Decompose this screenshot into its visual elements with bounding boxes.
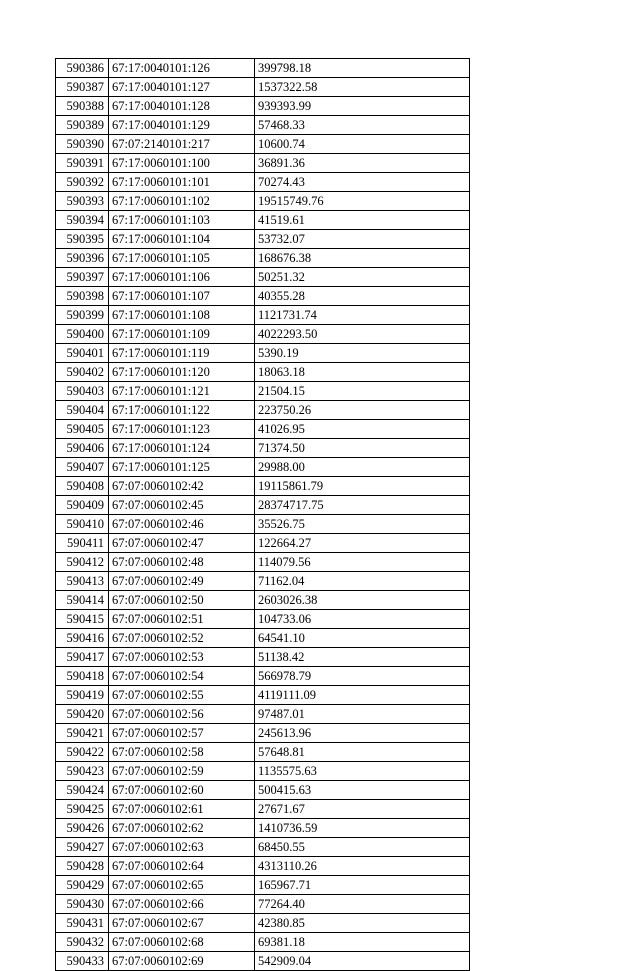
- table-row: [56, 610, 470, 629]
- cadastral-value-cell: 27671.67: [255, 800, 470, 819]
- table-row: [56, 895, 470, 914]
- row-number-cell: 590405: [56, 420, 109, 439]
- row-number-cell: 590408: [56, 477, 109, 496]
- row-number-cell: 590426: [56, 819, 109, 838]
- cadastral-number-cell: 67:07:0060102:68: [109, 933, 255, 952]
- row-number-cell: 590413: [56, 572, 109, 591]
- cadastral-number-cell: 67:07:0060102:47: [109, 534, 255, 553]
- cadastral-value-cell: 41519.61: [255, 211, 470, 230]
- cadastral-number-cell: 67:17:0060101:124: [109, 439, 255, 458]
- cadastral-value-cell: 19515749.76: [255, 192, 470, 211]
- table-row: [56, 667, 470, 686]
- row-number-cell: 590400: [56, 325, 109, 344]
- cadastral-value-cell: 41026.95: [255, 420, 470, 439]
- cadastral-value-cell: 1537322.58: [255, 78, 470, 97]
- table-row: [56, 116, 470, 135]
- row-number-cell: 590414: [56, 591, 109, 610]
- row-number-cell: 590406: [56, 439, 109, 458]
- row-number-cell: 590412: [56, 553, 109, 572]
- row-number-cell: 590423: [56, 762, 109, 781]
- table-row: [56, 458, 470, 477]
- cadastral-value-cell: 223750.26: [255, 401, 470, 420]
- table-row: [56, 705, 470, 724]
- row-number-cell: 590391: [56, 154, 109, 173]
- table-row: [56, 819, 470, 838]
- cadastral-value-cell: 36891.36: [255, 154, 470, 173]
- cadastral-number-cell: 67:07:0060102:64: [109, 857, 255, 876]
- row-number-cell: 590430: [56, 895, 109, 914]
- row-number-cell: 590410: [56, 515, 109, 534]
- table-row: [56, 477, 470, 496]
- cadastral-value-cell: 35526.75: [255, 515, 470, 534]
- table-row: [56, 306, 470, 325]
- table-row: [56, 420, 470, 439]
- table-row: [56, 173, 470, 192]
- table-row: [56, 857, 470, 876]
- table-row: [56, 363, 470, 382]
- row-number-cell: 590392: [56, 173, 109, 192]
- cadastral-value-cell: 77264.40: [255, 895, 470, 914]
- cadastral-value-cell: 42380.85: [255, 914, 470, 933]
- cadastral-value-cell: 19115861.79: [255, 477, 470, 496]
- cadastral-number-cell: 67:17:0060101:105: [109, 249, 255, 268]
- cadastral-number-cell: 67:17:0060101:108: [109, 306, 255, 325]
- cadastral-value-cell: 50251.32: [255, 268, 470, 287]
- cadastral-number-cell: 67:07:0060102:52: [109, 629, 255, 648]
- cadastral-value-cell: 68450.55: [255, 838, 470, 857]
- row-number-cell: 590401: [56, 344, 109, 363]
- table-row: [56, 287, 470, 306]
- cadastral-value-cell: 57468.33: [255, 116, 470, 135]
- cadastral-value-cell: 1121731.74: [255, 306, 470, 325]
- cadastral-value-cell: 245613.96: [255, 724, 470, 743]
- cadastre-value-table: [55, 58, 470, 971]
- cadastral-number-cell: 67:17:0040101:128: [109, 97, 255, 116]
- cadastral-value-cell: 4119111.09: [255, 686, 470, 705]
- cadastral-number-cell: 67:07:0060102:59: [109, 762, 255, 781]
- cadastral-value-cell: 399798.18: [255, 59, 470, 78]
- table-row: [56, 629, 470, 648]
- row-number-cell: 590421: [56, 724, 109, 743]
- table-row: [56, 268, 470, 287]
- cadastral-number-cell: 67:07:2140101:217: [109, 135, 255, 154]
- row-number-cell: 590396: [56, 249, 109, 268]
- cadastral-number-cell: 67:07:0060102:51: [109, 610, 255, 629]
- row-number-cell: 590411: [56, 534, 109, 553]
- cadastral-number-cell: 67:07:0060102:62: [109, 819, 255, 838]
- cadastral-number-cell: 67:17:0060101:100: [109, 154, 255, 173]
- row-number-cell: 590393: [56, 192, 109, 211]
- cadastral-value-cell: 28374717.75: [255, 496, 470, 515]
- row-number-cell: 590399: [56, 306, 109, 325]
- row-number-cell: 590409: [56, 496, 109, 515]
- cadastral-value-cell: 1410736.59: [255, 819, 470, 838]
- row-number-cell: 590389: [56, 116, 109, 135]
- cadastral-value-cell: 10600.74: [255, 135, 470, 154]
- cadastral-number-cell: 67:07:0060102:69: [109, 952, 255, 971]
- table-row: [56, 838, 470, 857]
- cadastral-number-cell: 67:17:0060101:103: [109, 211, 255, 230]
- table-row: [56, 496, 470, 515]
- cadastral-value-cell: 104733.06: [255, 610, 470, 629]
- row-number-cell: 590390: [56, 135, 109, 154]
- cadastral-value-cell: 71374.50: [255, 439, 470, 458]
- cadastral-number-cell: 67:17:0060101:106: [109, 268, 255, 287]
- row-number-cell: 590394: [56, 211, 109, 230]
- cadastral-number-cell: 67:07:0060102:60: [109, 781, 255, 800]
- table-row: [56, 781, 470, 800]
- cadastral-number-cell: 67:07:0060102:66: [109, 895, 255, 914]
- table-row: [56, 743, 470, 762]
- row-number-cell: 590429: [56, 876, 109, 895]
- table-row: [56, 97, 470, 116]
- table-row: [56, 572, 470, 591]
- table-row: [56, 154, 470, 173]
- cadastral-value-cell: 29988.00: [255, 458, 470, 477]
- cadastral-number-cell: 67:17:0060101:102: [109, 192, 255, 211]
- cadastral-number-cell: 67:17:0040101:127: [109, 78, 255, 97]
- row-number-cell: 590417: [56, 648, 109, 667]
- cadastral-number-cell: 67:17:0060101:121: [109, 382, 255, 401]
- table-row: [56, 325, 470, 344]
- table-row: [56, 686, 470, 705]
- cadastral-value-cell: 69381.18: [255, 933, 470, 952]
- table-row: [56, 135, 470, 154]
- cadastral-value-cell: 18063.18: [255, 363, 470, 382]
- row-number-cell: 590395: [56, 230, 109, 249]
- table-row: [56, 401, 470, 420]
- cadastral-number-cell: 67:07:0060102:56: [109, 705, 255, 724]
- table-body: [56, 59, 470, 971]
- row-number-cell: 590424: [56, 781, 109, 800]
- cadastral-number-cell: 67:07:0060102:49: [109, 572, 255, 591]
- cadastral-value-cell: 40355.28: [255, 287, 470, 306]
- cadastral-value-cell: 168676.38: [255, 249, 470, 268]
- cadastral-number-cell: 67:07:0060102:42: [109, 477, 255, 496]
- cadastral-value-cell: 500415.63: [255, 781, 470, 800]
- table-row: [56, 952, 470, 971]
- cadastral-value-cell: 21504.15: [255, 382, 470, 401]
- cadastral-number-cell: 67:07:0060102:48: [109, 553, 255, 572]
- row-number-cell: 590388: [56, 97, 109, 116]
- table-row: [56, 648, 470, 667]
- cadastral-value-cell: 4313110.26: [255, 857, 470, 876]
- row-number-cell: 590419: [56, 686, 109, 705]
- row-number-cell: 590431: [56, 914, 109, 933]
- row-number-cell: 590403: [56, 382, 109, 401]
- row-number-cell: 590397: [56, 268, 109, 287]
- cadastral-number-cell: 67:07:0060102:57: [109, 724, 255, 743]
- cadastral-number-cell: 67:17:0060101:122: [109, 401, 255, 420]
- cadastral-number-cell: 67:17:0060101:119: [109, 344, 255, 363]
- row-number-cell: 590407: [56, 458, 109, 477]
- cadastral-value-cell: 566978.79: [255, 667, 470, 686]
- table-row: [56, 591, 470, 610]
- cadastral-value-cell: 53732.07: [255, 230, 470, 249]
- cadastral-value-cell: 2603026.38: [255, 591, 470, 610]
- cadastral-number-cell: 67:17:0040101:126: [109, 59, 255, 78]
- cadastral-number-cell: 67:07:0060102:63: [109, 838, 255, 857]
- cadastral-number-cell: 67:17:0060101:104: [109, 230, 255, 249]
- table-row: [56, 724, 470, 743]
- row-number-cell: 590387: [56, 78, 109, 97]
- table-row: [56, 230, 470, 249]
- cadastral-value-cell: 114079.56: [255, 553, 470, 572]
- cadastral-value-cell: 122664.27: [255, 534, 470, 553]
- cadastral-number-cell: 67:07:0060102:45: [109, 496, 255, 515]
- table-row: [56, 249, 470, 268]
- table-row: [56, 800, 470, 819]
- cadastral-value-cell: 57648.81: [255, 743, 470, 762]
- cadastral-value-cell: 939393.99: [255, 97, 470, 116]
- cadastral-value-cell: 542909.04: [255, 952, 470, 971]
- table-row: [56, 211, 470, 230]
- table-row: [56, 933, 470, 952]
- cadastral-value-cell: 97487.01: [255, 705, 470, 724]
- row-number-cell: 590416: [56, 629, 109, 648]
- cadastral-value-cell: 71162.04: [255, 572, 470, 591]
- table-row: [56, 192, 470, 211]
- cadastral-value-cell: 1135575.63: [255, 762, 470, 781]
- cadastral-number-cell: 67:07:0060102:53: [109, 648, 255, 667]
- cadastral-number-cell: 67:07:0060102:58: [109, 743, 255, 762]
- table-row: [56, 439, 470, 458]
- table-row: [56, 59, 470, 78]
- cadastral-number-cell: 67:17:0060101:125: [109, 458, 255, 477]
- cadastral-number-cell: 67:17:0040101:129: [109, 116, 255, 135]
- table-row: [56, 914, 470, 933]
- cadastral-number-cell: 67:17:0060101:107: [109, 287, 255, 306]
- table-row: [56, 515, 470, 534]
- row-number-cell: 590404: [56, 401, 109, 420]
- cadastral-value-cell: 4022293.50: [255, 325, 470, 344]
- cadastral-number-cell: 67:07:0060102:65: [109, 876, 255, 895]
- table-row: [56, 344, 470, 363]
- cadastral-value-cell: 5390.19: [255, 344, 470, 363]
- table-row: [56, 876, 470, 895]
- row-number-cell: 590386: [56, 59, 109, 78]
- row-number-cell: 590418: [56, 667, 109, 686]
- table-row: [56, 762, 470, 781]
- cadastral-value-cell: 51138.42: [255, 648, 470, 667]
- cadastral-number-cell: 67:07:0060102:55: [109, 686, 255, 705]
- cadastral-number-cell: 67:17:0060101:109: [109, 325, 255, 344]
- cadastral-number-cell: 67:07:0060102:61: [109, 800, 255, 819]
- row-number-cell: 590415: [56, 610, 109, 629]
- cadastral-number-cell: 67:07:0060102:46: [109, 515, 255, 534]
- cadastral-number-cell: 67:17:0060101:101: [109, 173, 255, 192]
- cadastral-value-cell: 70274.43: [255, 173, 470, 192]
- cadastral-value-cell: 165967.71: [255, 876, 470, 895]
- row-number-cell: 590427: [56, 838, 109, 857]
- row-number-cell: 590402: [56, 363, 109, 382]
- cadastral-number-cell: 67:17:0060101:120: [109, 363, 255, 382]
- cadastral-number-cell: 67:07:0060102:67: [109, 914, 255, 933]
- table-row: [56, 382, 470, 401]
- table-row: [56, 553, 470, 572]
- table-row: [56, 534, 470, 553]
- cadastral-number-cell: 67:07:0060102:50: [109, 591, 255, 610]
- row-number-cell: 590420: [56, 705, 109, 724]
- row-number-cell: 590432: [56, 933, 109, 952]
- row-number-cell: 590422: [56, 743, 109, 762]
- row-number-cell: 590398: [56, 287, 109, 306]
- cadastral-value-cell: 64541.10: [255, 629, 470, 648]
- cadastral-number-cell: 67:07:0060102:54: [109, 667, 255, 686]
- row-number-cell: 590425: [56, 800, 109, 819]
- row-number-cell: 590433: [56, 952, 109, 971]
- table-row: [56, 78, 470, 97]
- cadastral-number-cell: 67:17:0060101:123: [109, 420, 255, 439]
- row-number-cell: 590428: [56, 857, 109, 876]
